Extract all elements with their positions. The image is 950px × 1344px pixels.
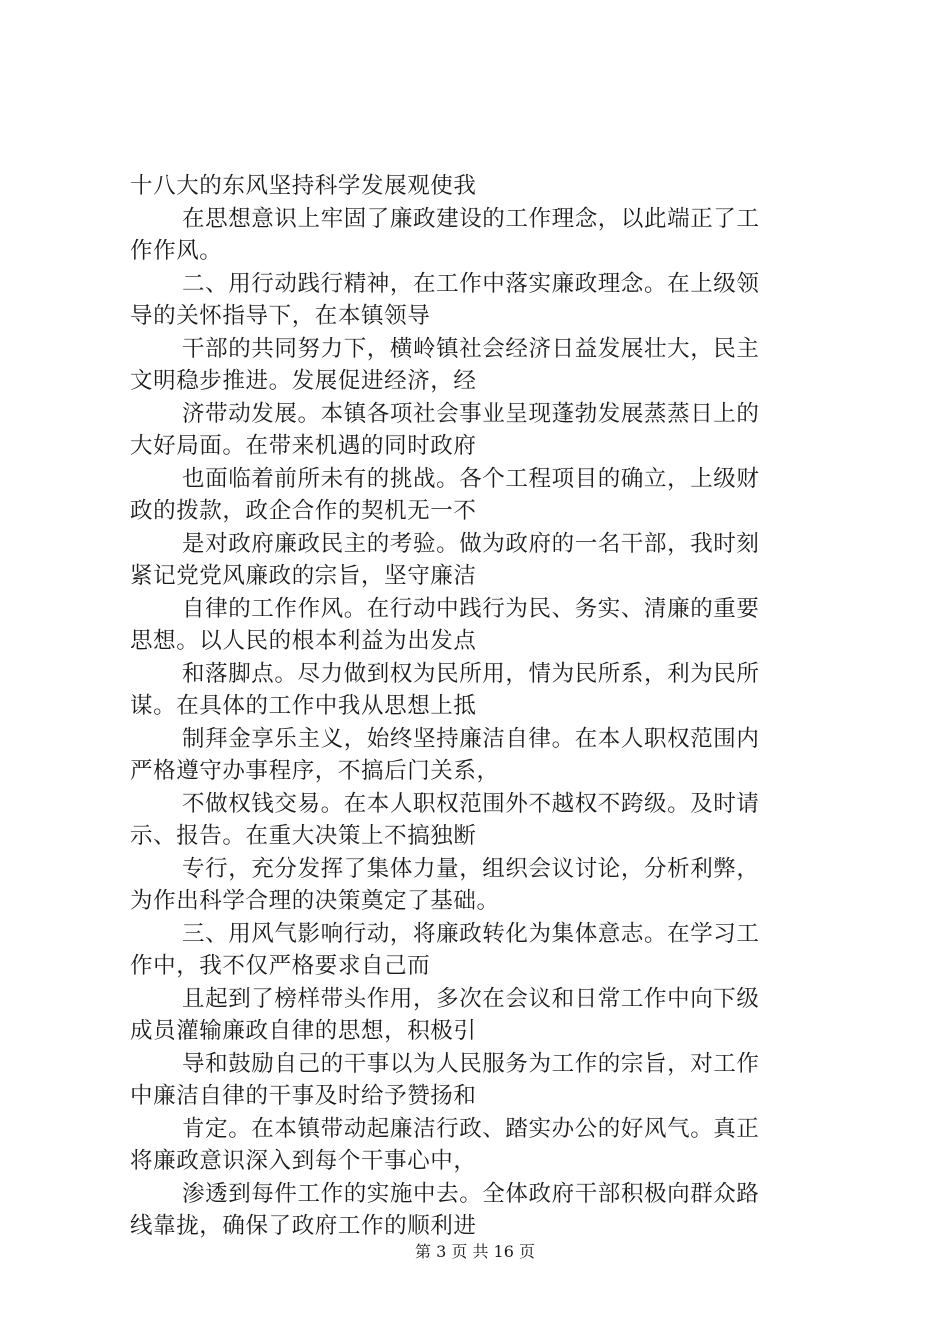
text-line: 谋。在具体的工作中我从思想上抵 (130, 693, 477, 719)
text-line: 十八大的东风坚持科学发展观使我 (130, 173, 477, 199)
text-line: 肯定。在本镇带动起廉洁行政、踏实办公的好风气。真正 (182, 1115, 760, 1142)
text-line: 政的拨款，政企合作的契机无一不 (130, 498, 477, 524)
text-line: 专行，充分发挥了集体力量，组织会议讨论，分析利弊， (182, 855, 760, 882)
text-line: 线靠拢，确保了政府工作的顺利进 (130, 1213, 477, 1239)
text-line: 为作出科学合理的决策奠定了基础。 (130, 888, 500, 914)
text-line: 将廉政意识深入到每个干事心中， (130, 1148, 477, 1174)
text-line: 文明稳步推进。发展促进经济，经 (130, 368, 477, 394)
text-line: 也面临着前所未有的挑战。各个工程项目的确立，上级财 (182, 465, 760, 492)
text-line: 作作风。 (130, 238, 223, 264)
text-line: 紧记党党风廉政的宗旨，坚守廉洁 (130, 563, 477, 589)
text-line: 成员灌输廉政自律的思想，积极引 (130, 1018, 477, 1044)
text-line: 干部的共同努力下，横岭镇社会经济日益发展壮大，民主 (182, 335, 760, 362)
text-line: 济带动发展。本镇各项社会事业呈现蓬勃发展蒸蒸日上的 (182, 400, 760, 427)
text-line: 导的关怀指导下，在本镇领导 (130, 303, 431, 329)
text-line: 自律的工作作风。在行动中践行为民、务实、清廉的重要 (182, 595, 760, 622)
text-line: 且起到了榜样带头作用，多次在会议和日常工作中向下级 (182, 985, 760, 1012)
text-line: 渗透到每件工作的实施中去。全体政府干部积极向群众路 (182, 1180, 760, 1207)
text-line: 中廉洁自律的干事及时给予赞扬和 (130, 1083, 477, 1109)
text-line: 是对政府廉政民主的考验。做为政府的一名干部，我时刻 (182, 530, 760, 557)
document-body (130, 170, 835, 1243)
text-line: 三、用风气影响行动，将廉政转化为集体意志。在学习工 (182, 920, 760, 947)
text-line: 严格遵守办事程序，不搞后门关系， (130, 758, 500, 784)
text-line: 和落脚点。尽力做到权为民所用，情为民所系，利为民所 (182, 660, 760, 687)
text-line: 大好局面。在带来机遇的同时政府 (130, 433, 477, 459)
text-line: 作中，我不仅严格要求自己而 (130, 953, 431, 979)
text-line: 导和鼓励自己的干事以为人民服务为工作的宗旨，对工作 (182, 1050, 760, 1077)
text-line: 不做权钱交易。在本人职权范围外不越权不跨级。及时请 (182, 790, 760, 817)
text-line: 示、报告。在重大决策上不搞独断 (130, 823, 477, 849)
text-line: 思想。以人民的根本利益为出发点 (130, 628, 477, 654)
page-footer: 第 3 页 共 16 页 (415, 1242, 535, 1261)
text-line: 二、用行动践行精神，在工作中落实廉政理念。在上级领 (182, 270, 760, 297)
text-line: 制拜金享乐主义，始终坚持廉洁自律。在本人职权范围内 (182, 725, 760, 752)
text-line: 在思想意识上牢固了廉政建设的工作理念，以此端正了工 (182, 205, 760, 232)
